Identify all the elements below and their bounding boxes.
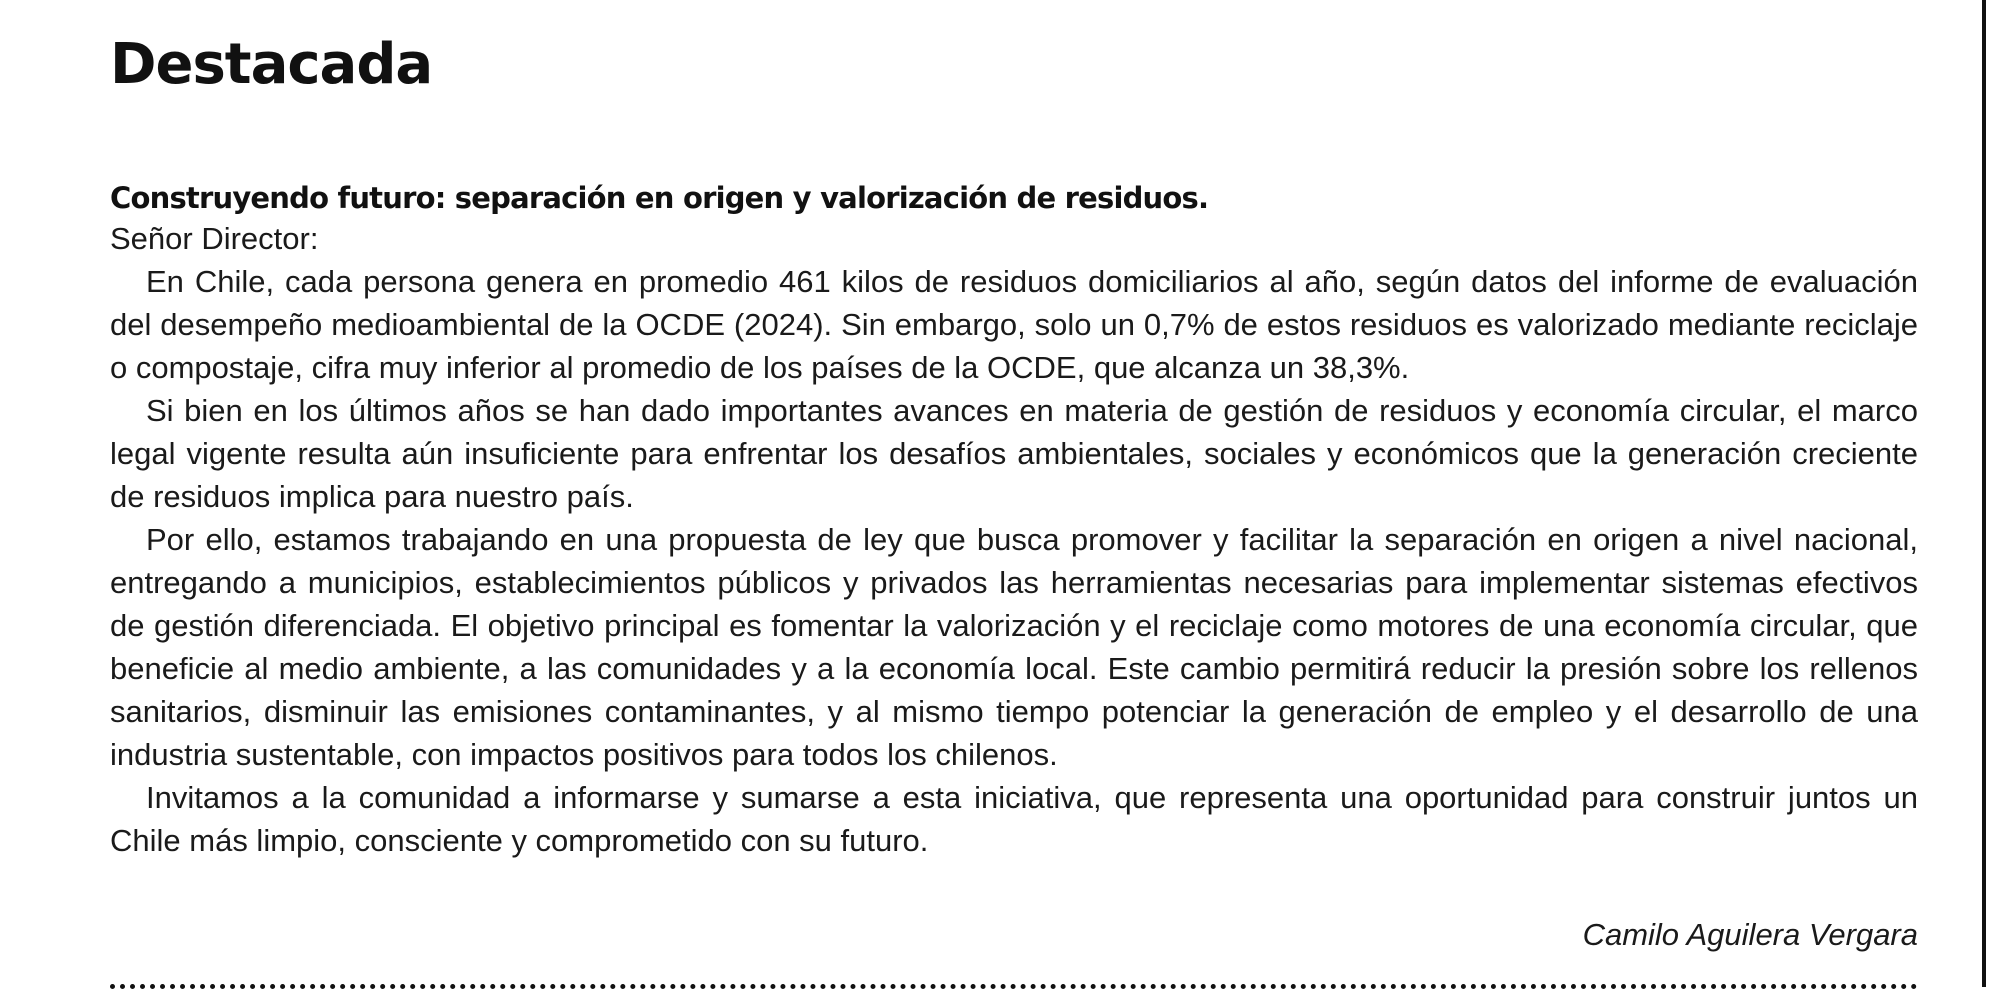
section-title: Destacada: [110, 32, 433, 97]
letter-paragraph: Invitamos a la comunidad a informarse y sumarse a esta iniciativa, que representa una oportunidad para construir juntos un Chile más limpio, consciente y comprometido con su futuro.: [110, 780, 1918, 858]
letter-salutation: Señor Director:: [110, 221, 319, 256]
letter-body: [110, 260, 1918, 862]
letters-column: [110, 30, 1918, 989]
letter-paragraph: Por ello, estamos trabajando en una propuesta de ley que busca promover y facilitar la separación en origen a nivel nacional, entregando a municipios, establecimientos públicos y privados las herramientas necesarias para implementar sistemas efectivos de gestión diferenciada. El objetivo principal es fomentar la valorización y el reciclaje como motores de una economía circular, que beneficie al medio ambiente, a las comunidades y a la economía local. Este cambio permitirá reducir la presión sobre los rellenos sanitarios, disminuir las emisiones contaminantes, y al mismo tiempo potenciar la generación de empleo y el desarrollo de una industria sustentable, con impactos positivos para todos los chilenos.: [110, 522, 1918, 772]
column-rule-right: [1982, 0, 1986, 987]
letter-paragraph: Si bien en los últimos años se han dado importantes avances en materia de gestión de residuos y economía circular, el marco legal vigente resulta aún insuficiente para enfrentar los desafíos ambientales, sociales y económicos que la generación creciente de residuos implica para nuestro país.: [110, 393, 1918, 514]
letter-paragraph: En Chile, cada persona genera en promedio 461 kilos de residuos domiciliarios al año, según datos del informe de evaluación del desempeño medioambiental de la OCDE (2024). Sin embargo, solo un 0,7% de estos residuos es valorizado mediante reciclaje o compostaje, cifra muy inferior al promedio de los países de la OCDE, que alcanza un 38,3%.: [110, 264, 1918, 385]
letter-headline: Construyendo futuro: separación en origen y valorización de residuos.: [110, 181, 1209, 215]
letter-signature: Camilo Aguilera Vergara: [1582, 917, 1918, 952]
